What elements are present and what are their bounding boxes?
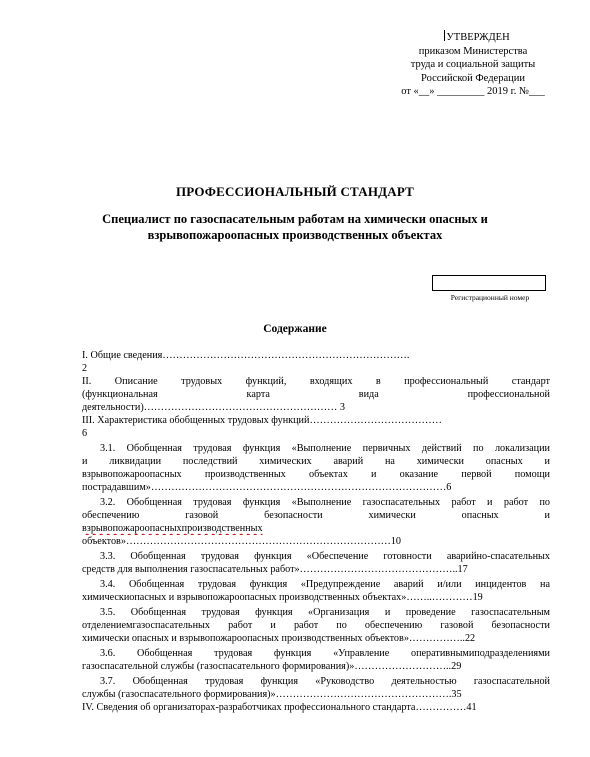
toc-line: 3.2. Обобщенная трудовая функция «Выполнение газоспасательных работ и работ по	[100, 497, 550, 508]
approval-date-line: от «__» _________ 2019 г. №___	[401, 86, 545, 97]
toc-entry	[82, 349, 550, 375]
table-of-contents	[82, 349, 550, 714]
approval-federation-line: Российской Федерации	[421, 72, 525, 84]
toc-line: обеспечению газовой безопасности химически опасных и	[82, 510, 550, 521]
approval-heading: УТВЕРЖДЕН	[446, 32, 510, 43]
toc-entry	[82, 375, 550, 414]
toc-line: средств для выполнения газоспасательных работ»………………………………………..17	[82, 564, 468, 575]
toc-entry	[82, 647, 550, 673]
toc-page-number: 2	[82, 363, 88, 374]
toc-entry	[82, 578, 550, 604]
toc-page-number: 6	[82, 428, 88, 439]
toc-line: III. Характеристика обобщенных трудовых функций…………………………………	[82, 415, 442, 426]
registration-number-label: Регистрационный номер	[450, 293, 530, 302]
toc-line: пострадавшим»……………………………………………………………………………6	[82, 482, 452, 493]
toc-line: 3.5. Обобщенная трудовая функция «Организация и проведение газоспасательным	[100, 607, 550, 618]
toc-entry	[82, 414, 550, 440]
toc-entry	[82, 675, 550, 701]
toc-line: деятельности)………………………………………………… 3	[82, 402, 345, 413]
toc-line: (функциональная карта вида профессиональной	[82, 389, 550, 400]
approval-ministry-line: труда и социальной защиты	[410, 59, 536, 70]
approval-order-line: приказом Министерства	[418, 45, 528, 57]
toc-line: II. Описание трудовых функций, входящих в профессиональный стандарт	[82, 376, 550, 387]
document-subtitle	[70, 211, 520, 243]
contents-heading: Содержание	[263, 323, 327, 335]
toc-entry	[82, 701, 550, 714]
toc-line: 3.1. Обобщенная трудовая функция «Выполнение первичных действий по локализации	[100, 443, 550, 454]
toc-line: I. Общие сведения……………………………………………………………….	[82, 350, 410, 361]
subtitle-line: взрывопожароопасных производственных объектах	[147, 228, 443, 242]
toc-line: 3.7. Обобщенная трудовая функция «Руководство деятельностью газоспасательной	[100, 676, 550, 687]
toc-entry	[82, 606, 550, 645]
subtitle-line: Специалист по газоспасательным работам на химически опасных и	[102, 212, 488, 226]
toc-line: взрывопожароопасныхпроизводственных	[82, 523, 263, 534]
toc-line: объектов»……………………………………………………………………10	[82, 536, 402, 547]
toc-entry	[82, 550, 550, 576]
toc-entry	[82, 496, 550, 548]
toc-line: 3.6. Обобщенная трудовая функция «Управление оперативнымиподразделениями	[100, 648, 550, 659]
toc-entry	[82, 442, 550, 494]
approval-block	[378, 30, 568, 99]
toc-line: 3.4. Обобщенная трудовая функция «Предупреждение аварий и/или инцидентов на	[100, 579, 550, 590]
toc-line: химическиопасных и взрывопожароопасных производственных объектах»……..…………19	[82, 592, 483, 603]
toc-line: химически опасных и взрывопожароопасных производственных объектов»……………..22	[82, 633, 476, 644]
toc-line: 3.3. Обобщенная трудовая функция «Обеспечение готовности аварийно-спасательных	[100, 551, 550, 562]
toc-line: IV. Сведения об организаторах-разработчиках профессионального стандарта……………41	[82, 702, 477, 713]
toc-line: службы (газоспасательного формирования)»…………………………………………….35	[82, 689, 462, 700]
registration-number-box[interactable]	[432, 275, 546, 291]
toc-line: взрывопожароопасных производственных объектах и оказание первой помощи	[82, 469, 550, 480]
toc-line: газоспасательной службы (газоспасательного формирования)»………………………..29	[82, 661, 462, 672]
toc-line: и ликвидации последствий химических аварий на химически опасных и	[82, 456, 550, 467]
toc-line: отделениемгазоспасательных работ и работ по обеспечению газовой безопасности	[82, 620, 550, 631]
document-title: ПРОФЕССИОНАЛЬНЫЙ СТАНДАРТ	[175, 184, 415, 199]
